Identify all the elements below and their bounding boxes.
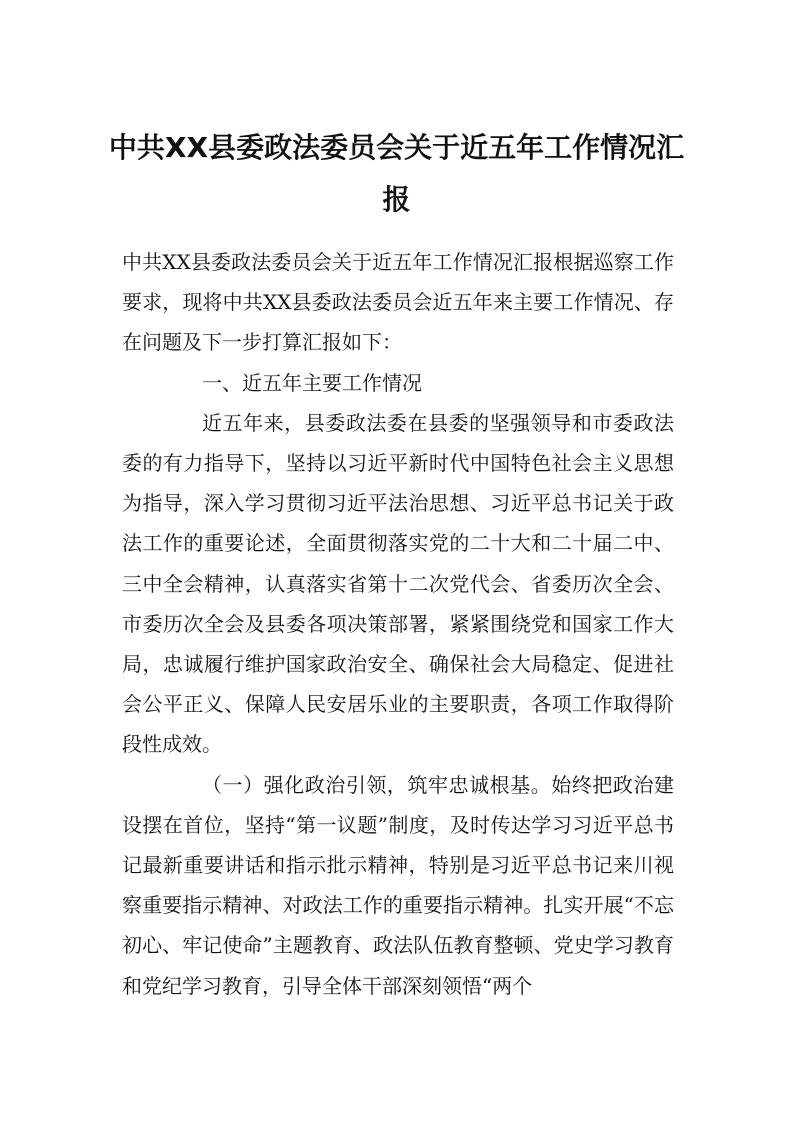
document-body <box>122 242 674 1006</box>
body-paragraph: 近五年来，县委政法委在县委的坚强领导和市委政法委的有力指导下，坚持以习近平新时代中国特色社会主义思想为指导，深入学习贯彻习近平法治思想、习近平总书记关于政法工作的重要论述，全面贯彻落实党的二十大和二十届二中、三中全会精神，认真落实省第十二次党代会、省委历次全会、市委历次全会及县委各项决策部署，紧紧围绕党和国家工作大局，忠诚履行维护国家政治安全、确保社会大局稳定、促进社会公平正义、保障人民安居乐业的主要职责，各项工作取得阶段性成效。 <box>122 410 674 757</box>
section-heading: 一、近五年主要工作情况 <box>202 370 422 395</box>
intro-paragraph: 中共XX县委政法委员会关于近五年工作情况汇报根据巡察工作要求，现将中共XX县委政法委员会近五年来主要工作情况、存在问题及下一步打算汇报如下： <box>122 250 674 355</box>
subsection-paragraph: （一）强化政治引领，筑牢忠诚根基。始终把政治建设摆在首位，坚持“第一议题”制度，及时传达学习习近平总书记最新重要讲话和指示批示精神，特别是习近平总书记来川视察重要指示精神、对政法工作的重要指示精神。扎实开展“不忘初心、牢记使命”主题教育、政法队伍教育整顿、党史学习教育和党纪学习教育，引导全体干部深刻领悟“两个 <box>122 772 674 998</box>
document-title: 中共XX县委政法委员会关于近五年工作情况汇报 <box>108 131 685 216</box>
